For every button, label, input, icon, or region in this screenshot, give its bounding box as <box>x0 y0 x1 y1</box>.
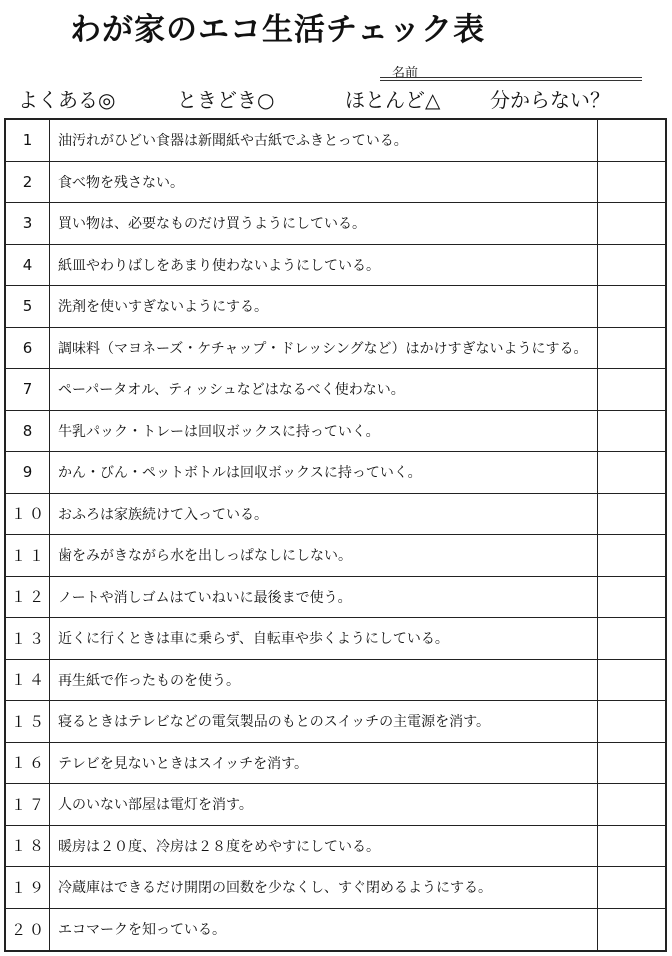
check-box[interactable] <box>597 535 665 576</box>
item-text: 暖房は２０度、冷房は２８度をめやすにしている。 <box>58 838 380 855</box>
check-box[interactable] <box>597 245 665 286</box>
table-row <box>6 867 665 909</box>
table-row <box>6 577 665 619</box>
check-box[interactable] <box>597 494 665 535</box>
table-row <box>6 411 665 453</box>
item-number: 3 <box>6 203 50 244</box>
item-text: 買い物は、必要なものだけ買うようにしている。 <box>58 216 366 233</box>
item-text: おふろは家族続けて入っている。 <box>58 506 268 523</box>
check-box[interactable] <box>597 203 665 244</box>
table-row <box>6 328 665 370</box>
item-text: 洗剤を使いすぎないようにする。 <box>58 299 268 316</box>
item-number: 7 <box>6 369 50 410</box>
item-text: ペーパータオル、ティッシュなどはなるべく使わない。 <box>58 382 405 399</box>
table-row <box>6 286 665 328</box>
checklist-table <box>4 118 667 952</box>
name-underline <box>380 77 642 78</box>
item-number: １８ <box>6 826 50 867</box>
item-number: １５ <box>6 701 50 742</box>
check-box[interactable] <box>597 162 665 203</box>
item-text: 歯をみがきながら水を出しっぱなしにしない。 <box>58 548 352 565</box>
item-text: 寝るときはテレビなどの電気製品のもとのスイッチの主電源を消す。 <box>58 714 491 731</box>
check-box[interactable] <box>597 328 665 369</box>
table-row <box>6 535 665 577</box>
item-text: 食べ物を残さない。 <box>58 174 184 191</box>
check-box[interactable] <box>597 452 665 493</box>
table-row <box>6 452 665 494</box>
legend-sometimes: ときどき○ <box>177 88 275 112</box>
table-row <box>6 245 665 287</box>
name-label: 名前 <box>392 66 419 81</box>
legend-unknown: 分からない？ <box>490 88 610 112</box>
check-box[interactable] <box>597 618 665 659</box>
table-row <box>6 120 665 162</box>
item-number: １１ <box>6 535 50 576</box>
table-row <box>6 494 665 536</box>
page-title: わが家のエコ生活チェック表 <box>70 12 486 48</box>
table-row <box>6 826 665 868</box>
check-box[interactable] <box>597 411 665 452</box>
item-text: 再生紙で作ったものを使う。 <box>58 672 240 689</box>
item-number: １６ <box>6 743 50 784</box>
legend-rarely: ほとんど△ <box>345 88 441 112</box>
item-text: 調味料（マヨネーズ・ケチャップ・ドレッシングなど）はかけすぎないようにする。 <box>58 340 588 357</box>
check-box[interactable] <box>597 120 665 161</box>
check-box[interactable] <box>597 701 665 742</box>
item-number: 1 <box>6 120 50 161</box>
check-box[interactable] <box>597 286 665 327</box>
check-box[interactable] <box>597 826 665 867</box>
item-text: 近くに行くときは車に乗らず、自転車や歩くようにしている。 <box>58 631 449 648</box>
check-box[interactable] <box>597 909 665 951</box>
item-number: １７ <box>6 784 50 825</box>
item-number: 2 <box>6 162 50 203</box>
item-text: ノートや消しゴムはていねいに最後まで使う。 <box>58 589 352 606</box>
check-box[interactable] <box>597 369 665 410</box>
table-row <box>6 743 665 785</box>
check-box[interactable] <box>597 784 665 825</box>
check-box[interactable] <box>597 743 665 784</box>
item-number: １９ <box>6 867 50 908</box>
item-number: 6 <box>6 328 50 369</box>
item-text: 人のいない部屋は電灯を消す。 <box>58 797 253 814</box>
item-number: ２０ <box>6 909 50 951</box>
table-row <box>6 618 665 660</box>
item-number: 5 <box>6 286 50 327</box>
check-box[interactable] <box>597 867 665 908</box>
table-row <box>6 203 665 245</box>
item-text: 冷蔵庫はできるだけ開閉の回数を少なくし、すぐ閉めるようにする。 <box>58 880 492 897</box>
table-row <box>6 660 665 702</box>
legend-often: よくある◎ <box>18 88 116 112</box>
item-text: 牛乳パック・トレーは回収ボックスに持っていく。 <box>58 423 380 440</box>
item-number: １０ <box>6 494 50 535</box>
item-text: エコマークを知っている。 <box>58 922 226 939</box>
item-number: １３ <box>6 618 50 659</box>
check-box[interactable] <box>597 660 665 701</box>
table-row <box>6 162 665 204</box>
item-number: 9 <box>6 452 50 493</box>
item-text: 紙皿やわりばしをあまり使わないようにしている。 <box>58 257 380 274</box>
name-field[interactable] <box>380 62 642 79</box>
table-row <box>6 701 665 743</box>
name-underline-double <box>380 80 642 81</box>
table-row <box>6 784 665 826</box>
item-number: １２ <box>6 577 50 618</box>
table-row <box>6 369 665 411</box>
table-row <box>6 909 665 951</box>
item-number: 8 <box>6 411 50 452</box>
item-number: １４ <box>6 660 50 701</box>
item-text: 油汚れがひどい食器は新聞紙や古紙でふきとっている。 <box>58 133 408 150</box>
item-number: 4 <box>6 245 50 286</box>
check-box[interactable] <box>597 577 665 618</box>
item-text: かん・びん・ペットボトルは回収ボックスに持っていく。 <box>58 465 422 482</box>
item-text: テレビを見ないときはスイッチを消す。 <box>58 755 309 772</box>
